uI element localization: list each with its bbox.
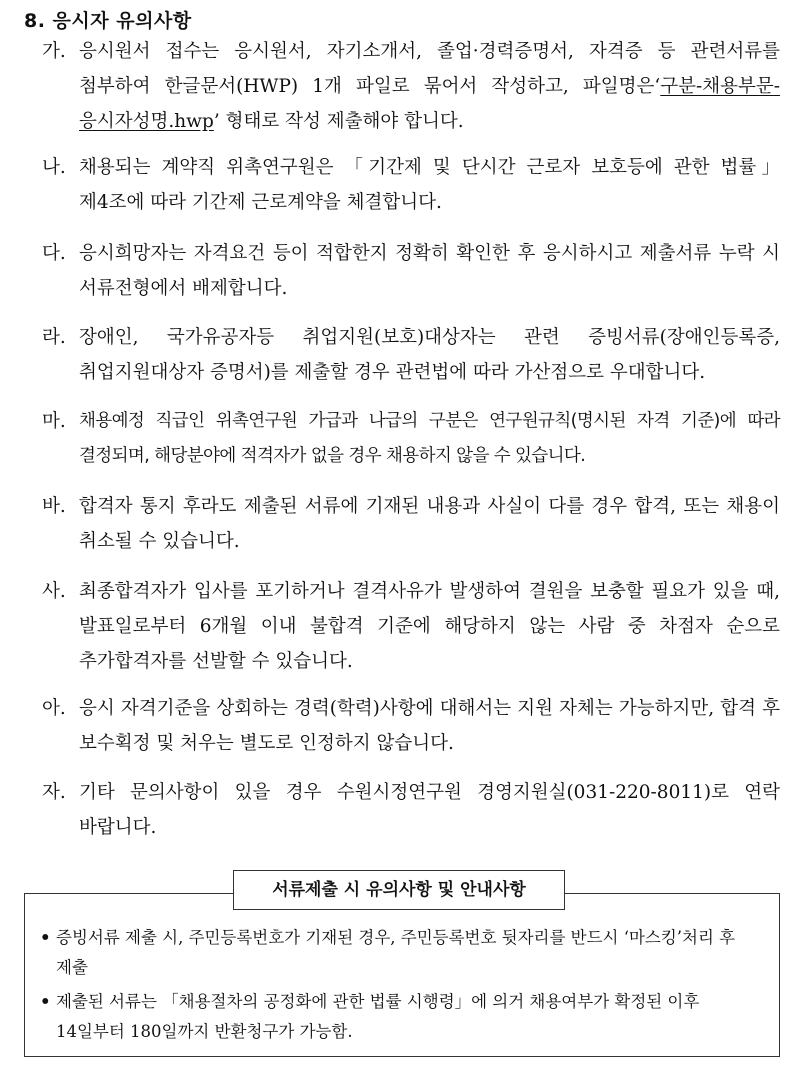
list-item-ja [42,775,780,845]
item-marker: 아. [42,698,66,719]
item-marker: 가. [42,41,66,62]
list-item-ma [42,404,780,474]
section-title: 8. 응시자 유의사항 [24,10,192,32]
item-text: 응시희망자는 자격요건 등이 적합한지 정확히 확인한 후 응시하시고 제출서류 누락 시 서류전형에서 배제합니다. [79,243,780,299]
list-item-ra [42,320,780,390]
notice-bullet-text: 증빙서류 제출 시, 주민등록번호가 기재된 경우, 주민등록번호 뒷자리를 반드시 ‘마스킹’처리 후 제출 [56,928,736,977]
list-item-a [42,691,780,761]
list-item-sa [42,574,780,679]
item-text: 채용예정 직급인 위촉연구원 가급과 나급의 구분은 연구원규칙(명시된 자격 기준)에 따라 결정되며, 해당분야에 적격자가 없을 경우 채용하지 않을 수 있습니다. [79,411,780,466]
item-text: 기타 문의사항이 있을 경우 수원시정연구원 경영지원실(031-220-8011)로 연락 바랍니다. [79,782,780,838]
bullet-icon: • [40,992,51,1011]
item-text-before: 응시원서 접수는 응시원서, 자기소개서, 졸업·경력증명서, 자격증 등 관련서류를 첨부하여 한글문서(HWP) 1개 파일로 묶어서 작성하고, 파일명은‘ [79,41,780,97]
item-text: 채용되는 계약직 위촉연구원은 「기간제 및 단시간 근로자 보호등에 관한 법률」 제4조에 따라 기간제 근로계약을 체결합니다. [79,157,780,213]
item-text: 장애인, 국가유공자등 취업지원(보호)대상자는 관련 증빙서류(장애인등록증, 취업지원대상자 증명서)를 제출할 경우 관련법에 따라 가산점으로 우대합니다. [79,327,780,383]
list-item-ba [42,489,780,559]
list-item-da [42,236,780,306]
item-marker: 자. [42,782,66,803]
list-item-na [42,150,780,220]
notice-bullet-text: 제출된 서류는 「채용절차의 공정화에 관한 법률 시행령」에 의거 채용여부가 확정된 이후 14일부터 180일까지 반환청구가 가능함. [56,992,700,1041]
bullet-icon: • [40,928,51,947]
filename-format: 구분-채용부문-응시자성명.hwp [79,76,780,132]
item-text: 응시 자격기준을 상회하는 경력(학력)사항에 대해서는 지원 자체는 가능하지만, 합격 후 보수획정 및 처우는 별도로 인정하지 않습니다. [79,698,780,754]
item-marker: 라. [42,327,66,348]
item-text: 합격자 통지 후라도 제출된 서류에 기재된 내용과 사실이 다를 경우 합격, 또는 채용이 취소될 수 있습니다. [79,496,780,552]
item-marker: 마. [42,411,66,432]
notice-bullet-item [40,923,760,983]
item-text-after: ’ 형태로 작성 제출해야 합니다. [213,111,464,132]
notice-bullet-item [40,987,760,1047]
item-text: 최종합격자가 입사를 포기하거나 결격사유가 발생하여 결원을 보충할 필요가 있을 때, 발표일로부터 6개월 이내 불합격 기준에 해당하지 않는 사람 중 차점자 순으로 추가합격자를 선발할 수 있습니다. [79,581,780,672]
item-marker: 사. [42,581,66,602]
notice-title: 서류제출 시 유의사항 및 안내사항 [233,870,565,910]
list-item-ga [42,34,780,139]
item-marker: 바. [42,496,66,517]
item-text [79,34,780,139]
item-marker: 나. [42,157,66,178]
item-marker: 다. [42,243,66,264]
